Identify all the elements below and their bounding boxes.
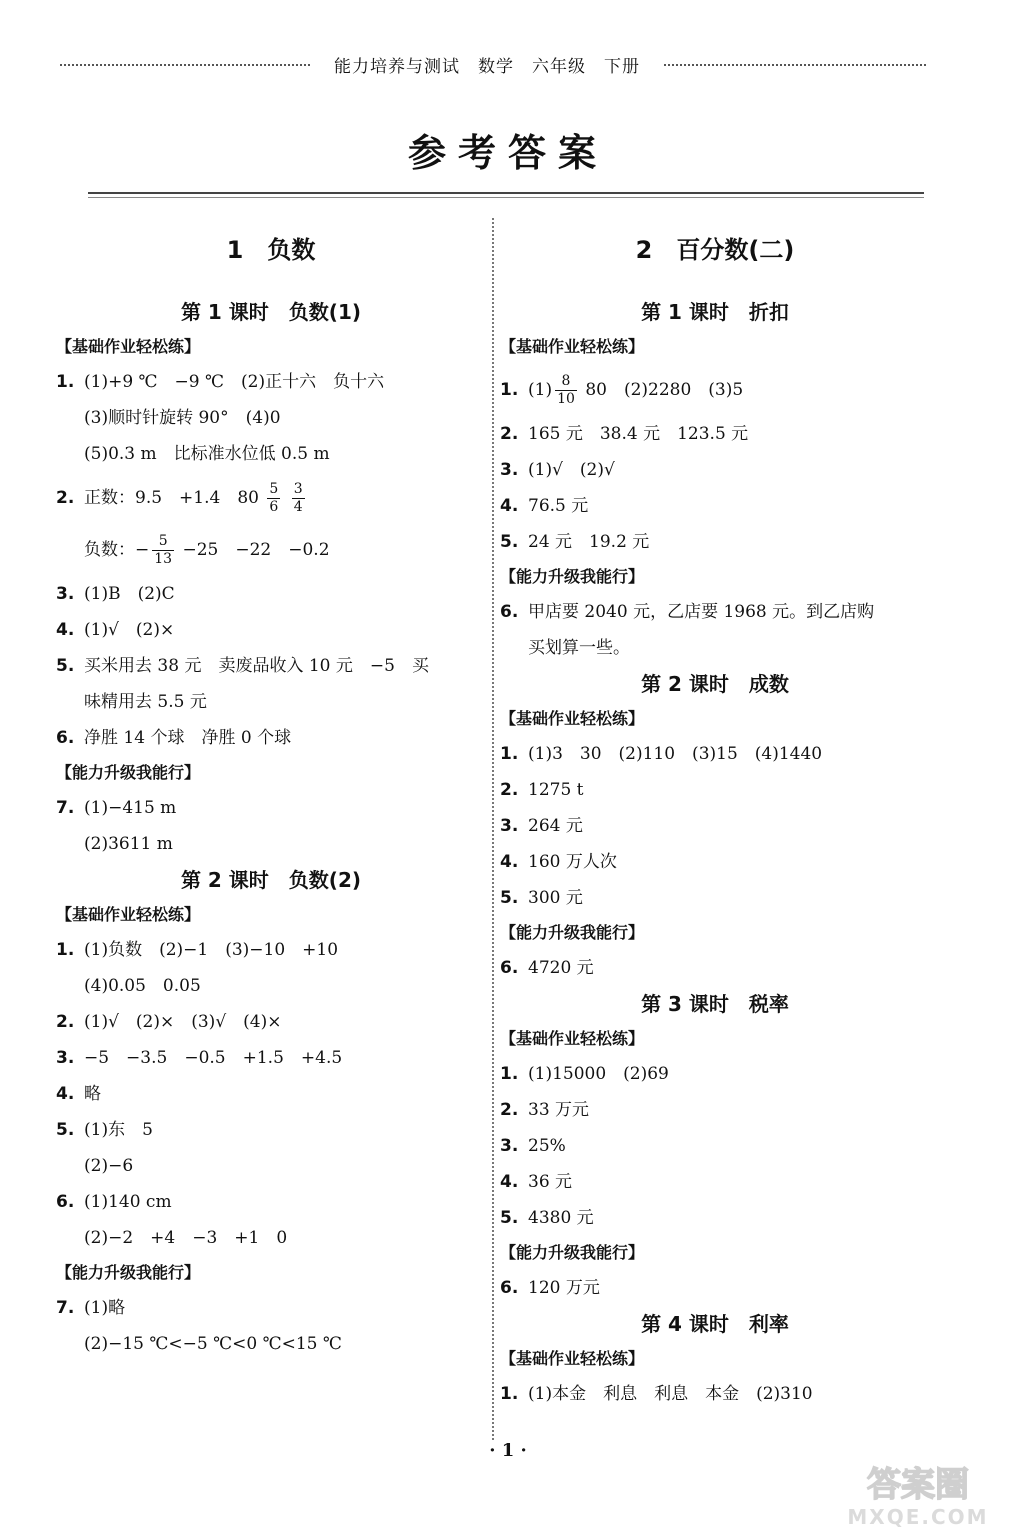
lesson-title: 第 4 课时 利率 [641,1312,789,1336]
answer-item [500,416,930,452]
answer-item [500,1200,930,1236]
section-heading: 【能力升级我能行】 [56,763,201,782]
header-text: 能力培养与测试 数学 六年级 下册 [334,57,640,77]
answer-line [84,524,486,576]
answer-item [500,1056,930,1092]
answer-line: 买米用去 38 元 卖废品收入 10 元 −5 买 [84,656,429,676]
item-number: 1. [56,940,75,960]
answer-item [56,790,486,862]
answer-line: 160 万人次 [528,852,617,872]
answer-line: (1)√ (2)× (3)√ (4)× [84,1012,282,1032]
lesson-title: 第 3 课时 税率 [641,992,789,1016]
answer-line: (3)顺时针旋转 90° (4)0 [84,408,281,428]
watermark-logo [838,1458,998,1530]
answer-item [500,808,930,844]
item-number: 4. [56,620,75,640]
item-number: 4. [500,496,519,516]
answer-line [84,472,486,524]
answer-item [500,1092,930,1128]
section-heading: 【能力升级我能行】 [500,923,645,942]
answer-line: 300 元 [528,888,583,908]
section-heading: 【基础作业轻松练】 [56,905,201,924]
header-dots-left [60,64,310,66]
item-number: 5. [56,1120,75,1140]
lesson-title: 第 1 课时 折扣 [641,300,789,324]
answer-item [500,594,930,666]
answer-item [500,452,930,488]
section-heading: 【基础作业轻松练】 [500,337,645,356]
item-number: 1. [500,744,519,764]
item-number: 2. [56,488,75,508]
chapter-title: 1 负数 [226,236,316,264]
answer-line: 甲店要 2040 元，乙店要 1968 元。到乙店购 [528,602,875,622]
right-column [500,232,930,1412]
answer-item [500,1164,930,1200]
answer-rest: 80 (2)2280 (3)5 [585,380,744,400]
left-column [56,232,486,1362]
answer-line: (1)−415 m [84,798,177,818]
item-number: 1. [500,1384,519,1404]
answer-item [56,1290,486,1362]
answer-line: 略 [84,1084,101,1104]
answer-item [500,1128,930,1164]
item-number: 3. [500,1136,519,1156]
fraction [267,481,280,516]
page-number: · 1 · [489,1440,527,1461]
item-number: 6. [56,728,75,748]
item-number: 2. [56,1012,75,1032]
numerator: 3 [293,481,303,497]
answer-line: (1)140 cm [84,1192,172,1212]
answer-line: 76.5 元 [528,496,589,516]
answer-item [56,720,486,756]
answer-item [500,880,930,916]
negative-label: 负数：− [84,540,150,560]
answer-line: (2)−15 ℃<−5 ℃<0 ℃<15 ℃ [84,1334,342,1354]
item-number: 2. [500,1100,519,1120]
answer-item [500,950,930,986]
answer-line: (1)东 5 [84,1120,153,1140]
answer-line: (1)√ (2)√ [528,460,615,480]
answer-line: (1)B (2)C [84,584,175,604]
answer-item [56,1184,486,1256]
answer-item [500,1270,930,1306]
answer-line: 24 元 19.2 元 [528,532,650,552]
answer-line: 味精用去 5.5 元 [84,692,207,712]
answer-line: 1275 t [528,780,584,800]
item-number: 1. [500,1064,519,1084]
denominator: 6 [269,499,279,515]
answer-line: (4)0.05 0.05 [84,976,201,996]
answer-line: (2)3611 m [84,834,173,854]
answer-line: (2)−2 +4 −3 +1 0 [84,1228,288,1248]
column-divider [492,218,494,1440]
answer-line: 264 元 [528,816,583,836]
answer-item [500,844,930,880]
answer-line: 4720 元 [528,958,594,978]
lesson-title: 第 2 课时 成数 [641,672,789,696]
item-number: 5. [56,656,75,676]
watermark-url: MXQE.COM [847,1505,989,1529]
item-number: 4. [500,1172,519,1192]
answer-item [500,772,930,808]
answer-item [56,576,486,612]
answer-line: 120 万元 [528,1278,600,1298]
watermark-title: 答案圈 [867,1465,969,1505]
item-number: 7. [56,798,75,818]
answer-item [500,364,930,416]
answer-item [56,932,486,1004]
answer-line: (1)本金 利息 利息 本金 (2)310 [528,1384,813,1404]
answer-line: 25% [528,1136,566,1156]
item-number: 1. [500,380,519,400]
answer-line: 4380 元 [528,1208,594,1228]
answer-item [500,488,930,524]
numerator: 8 [555,373,577,391]
positive-list: 正数：9.5 +1.4 80 [84,488,259,508]
answer-item [56,1112,486,1184]
answer-item [56,612,486,648]
answer-prefix: (1) [528,380,553,400]
item-number: 2. [500,424,519,444]
answer-item [500,1376,930,1412]
answer-line: (2)−6 [84,1156,134,1176]
item-number: 3. [56,584,75,604]
answer-line: 33 万元 [528,1100,590,1120]
item-number: 7. [56,1298,75,1318]
chapter-title: 2 百分数(二) [635,236,795,264]
answer-line: −5 −3.5 −0.5 +1.5 +4.5 [84,1048,343,1068]
fraction [555,373,577,408]
answer-item [56,472,486,576]
answer-line: 165 元 38.4 元 123.5 元 [528,424,749,444]
section-heading: 【能力升级我能行】 [500,567,645,586]
section-heading: 【基础作业轻松练】 [500,1029,645,1048]
fraction [152,533,174,568]
item-number: 3. [500,460,519,480]
answer-line [528,364,930,416]
section-heading: 【能力升级我能行】 [56,1263,201,1282]
item-number: 5. [500,532,519,552]
denominator: 13 [154,551,173,567]
item-number: 4. [56,1084,75,1104]
answer-item [500,524,930,560]
numerator: 5 [269,481,279,497]
answer-item [56,1004,486,1040]
section-heading: 【基础作业轻松练】 [500,709,645,728]
item-number: 4. [500,852,519,872]
denominator: 10 [557,391,575,407]
answer-line: 净胜 14 个球 净胜 0 个球 [84,728,292,748]
fraction [292,481,305,516]
item-number: 6. [500,958,519,978]
numerator: 5 [152,533,174,551]
answer-item [56,648,486,720]
page-title: 参考答案 [407,131,608,175]
answer-item [56,1040,486,1076]
answer-line: 36 元 [528,1172,573,1192]
lesson-title: 第 1 课时 负数(1) [180,300,362,324]
negative-list: −25 −22 −0.2 [182,540,330,560]
answer-line: (5)0.3 m 比标准水位低 0.5 m [84,444,330,464]
item-number: 1. [56,372,75,392]
item-number: 2. [500,780,519,800]
item-number: 6. [56,1192,75,1212]
header-dots-right [664,64,926,66]
answer-line: 买划算一些。 [528,638,630,658]
section-heading: 【能力升级我能行】 [500,1243,645,1262]
answer-line: (1)略 [84,1298,126,1318]
item-number: 6. [500,1278,519,1298]
answer-line: (1)+9 ℃ −9 ℃ (2)正十六 负十六 [84,372,385,392]
answer-line: (1)负数 (2)−1 (3)−10 +10 [84,940,339,960]
answer-item [500,736,930,772]
item-number: 3. [500,816,519,836]
answer-line: (1)3 30 (2)110 (3)15 (4)1440 [528,744,823,764]
item-number: 6. [500,602,519,622]
item-number: 5. [500,888,519,908]
answer-item [56,364,486,472]
denominator: 4 [293,499,303,515]
item-number: 3. [56,1048,75,1068]
lesson-title: 第 2 课时 负数(2) [180,868,362,892]
title-rule [88,192,924,198]
section-heading: 【基础作业轻松练】 [500,1349,645,1368]
item-number: 5. [500,1208,519,1228]
answer-line: (1)15000 (2)69 [528,1064,669,1084]
answer-line: (1)√ (2)× [84,620,175,640]
section-heading: 【基础作业轻松练】 [56,337,201,356]
answer-item [56,1076,486,1112]
running-header [60,50,926,78]
